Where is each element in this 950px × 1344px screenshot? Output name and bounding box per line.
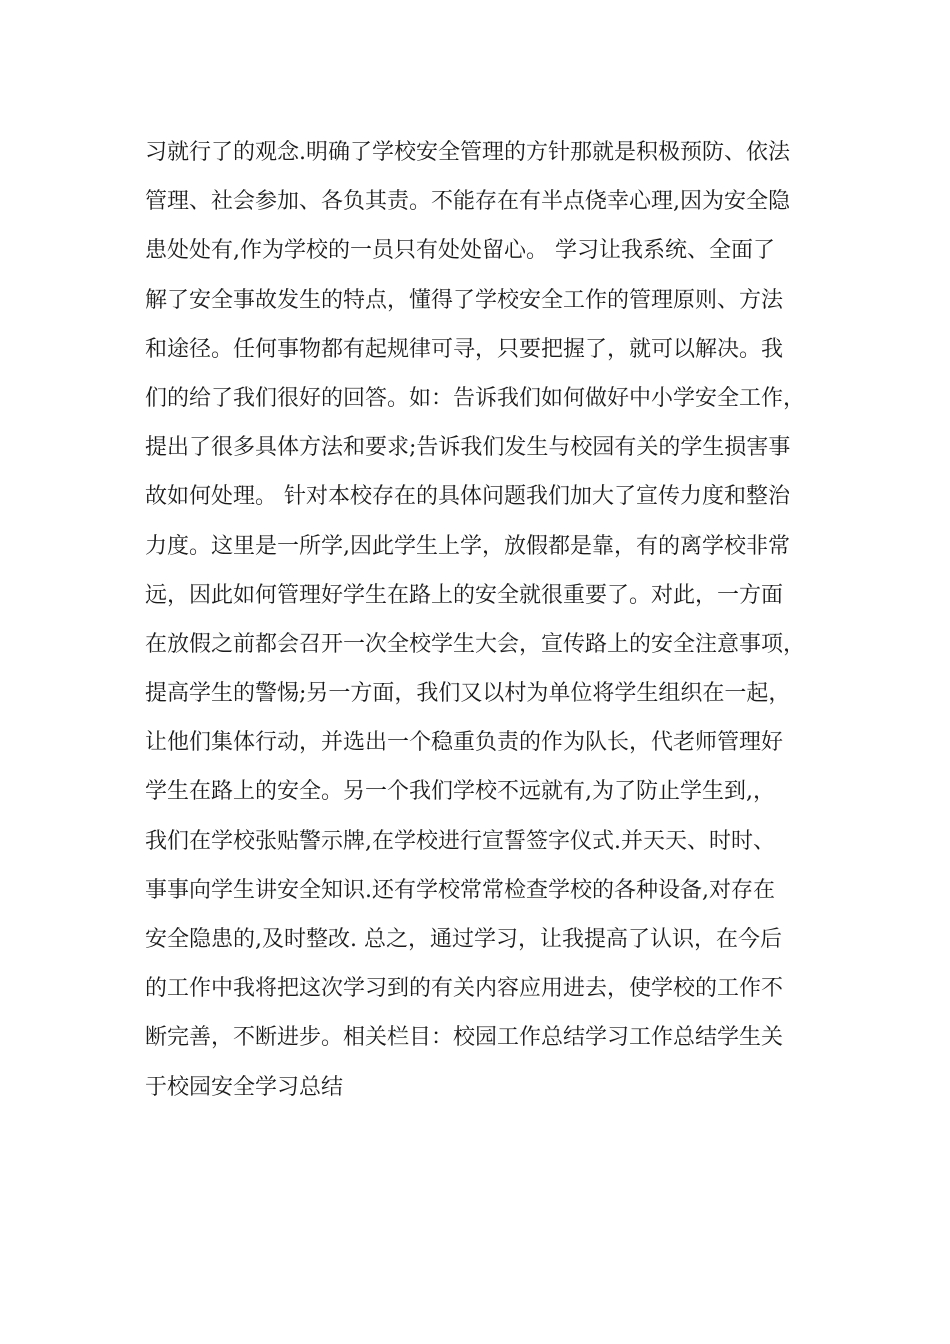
text-line: 管理、社会参加、各负其责。不能存在有半点侥幸心理,因为安全隐 bbox=[145, 189, 790, 215]
text-line: 故如何处理。 针对本校存在的具体问题我们加大了宣传力度和整治 bbox=[145, 484, 790, 510]
text-line: 让他们集体行动，并选出一个稳重负责的作为队长，代老师管理好 bbox=[145, 730, 784, 756]
text-line: 提高学生的警惕;另一方面，我们又以村为单位将学生组织在一起， bbox=[145, 681, 791, 707]
text-line: 的工作中我将把这次学习到的有关内容应用进去，使学校的工作不 bbox=[145, 976, 784, 1002]
text-line: 于校园安全学习总结 bbox=[145, 1074, 344, 1100]
text-line: 和途径。任何事物都有起规律可寻，只要把握了，就可以解决。我 bbox=[145, 336, 784, 362]
text-line: 安全隐患的,及时整改. 总之，通过学习，让我提高了认识，在今后 bbox=[145, 927, 782, 952]
text-line: 解了安全事故发生的特点，懂得了学校安全工作的管理原则、方法 bbox=[145, 287, 784, 313]
text-line: 断完善，不断进步。相关栏目：校园工作总结学习工作总结学生关 bbox=[145, 1025, 784, 1051]
text-line: 远，因此如何管理好学生在路上的安全就很重要了。对此，一方面 bbox=[145, 582, 784, 608]
text-line: 提出了很多具体方法和要求;告诉我们发生与校园有关的学生损害事 bbox=[145, 435, 791, 461]
text-line: 学生在路上的安全。另一个我们学校不远就有,为了防止学生到,， bbox=[145, 779, 775, 805]
text-line: 我们在学校张贴警示牌,在学校进行宣誓签字仪式.并天天、时时、 bbox=[145, 828, 775, 854]
text-line: 们的给了我们很好的回答。如：告诉我们如何做好中小学安全工作， bbox=[145, 385, 806, 411]
text-line: 事事向学生讲安全知识.还有学校常常检查学校的各种设备,对存在 bbox=[145, 877, 775, 903]
text-line: 患处处有,作为学校的一员只有处处留心。 学习让我系统、全面了 bbox=[145, 238, 775, 264]
body-text bbox=[145, 128, 815, 1112]
text-line: 在放假之前都会召开一次全校学生大会，宣传路上的安全注意事项， bbox=[145, 631, 806, 657]
text-line: 习就行了的观念.明确了学校安全管理的方针那就是积极预防、依法 bbox=[145, 140, 790, 165]
text-line: 力度。这里是一所学,因此学生上学，放假都是靠，有的离学校非常 bbox=[145, 533, 790, 559]
